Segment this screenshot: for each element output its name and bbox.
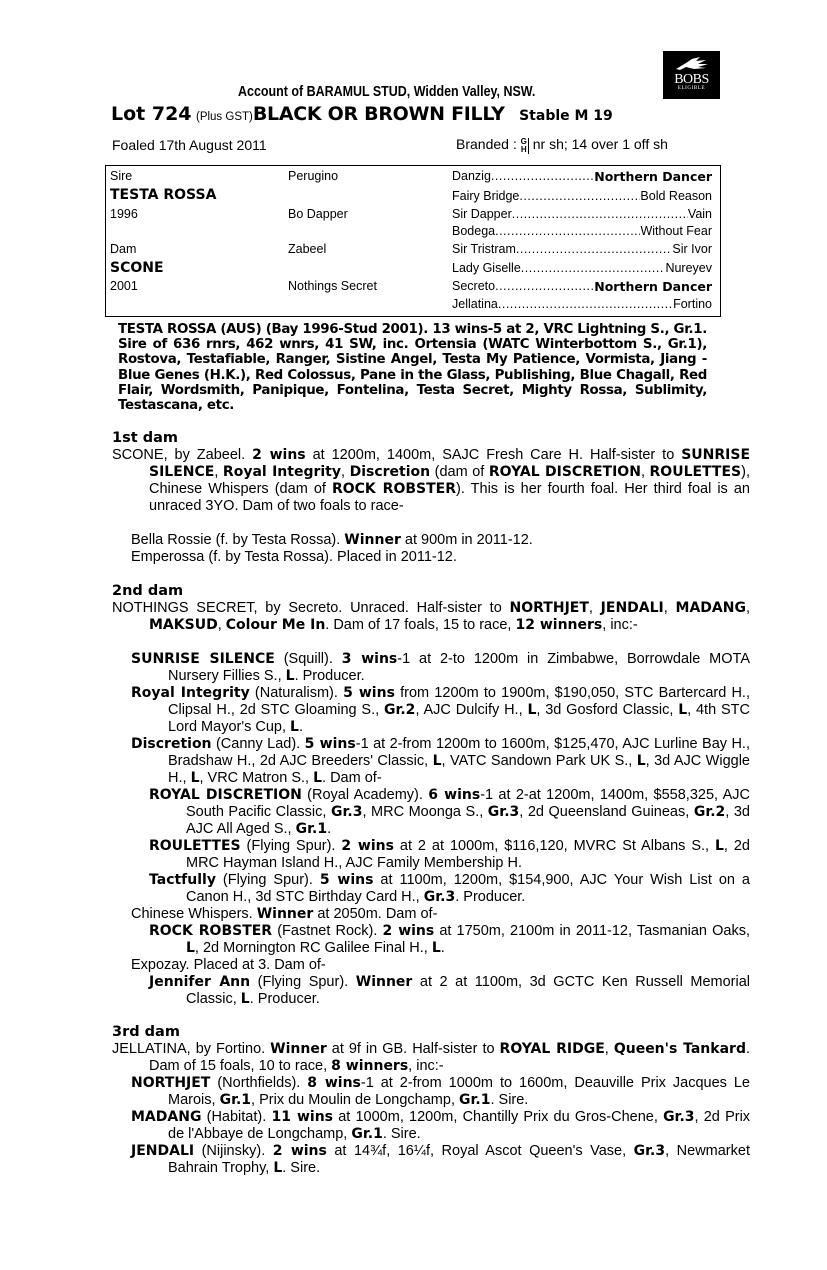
dam-name: SCONE xyxy=(110,260,164,276)
sire-label: Sire xyxy=(110,169,133,183)
bobs-eligible-logo xyxy=(663,51,720,99)
ggp-row: Danzig ..... Northern Dancer xyxy=(452,169,712,184)
sire-year: 1996 xyxy=(110,207,138,221)
progeny-entry: Royal Integrity (Naturalism). 5 wins from 1200m to 1900m, $190,050, STC Bartercard H., Clipsal H., 2d STC Gloaming S., Gr.2, AJC Dulcify H., L, 3d Gosford Classic, L, 4th STC Lord Mayor's Cup, L. xyxy=(131,685,750,735)
logo-text: BOBS xyxy=(674,72,709,87)
second-dam-heading: 2nd dam xyxy=(112,583,184,599)
logo-subtext: ELIGIBLE xyxy=(677,86,706,91)
progeny-entry: Chinese Whispers. Winner at 2050m. Dam of- xyxy=(131,906,438,922)
lot-title: BLACK OR BROWN FILLY xyxy=(252,103,505,125)
progeny-entry: JENDALI (Nijinsky). 2 wins at 14¾f, 16¼f, Royal Ascot Queen's Vase, Gr.3, Newmarket Bahrain Trophy, L. Sire. xyxy=(131,1143,750,1176)
granddam-2: Nothings Secret xyxy=(288,279,377,293)
foal-entry: Emperossa (f. by Testa Rossa). Placed in 2011-12. xyxy=(131,549,457,565)
granddam-1: Bo Dapper xyxy=(288,207,348,221)
first-dam-text: SCONE, by Zabeel. 2 wins at 1200m, 1400m, SAJC Fresh Care H. Half-sister to SUNRISE SILENCE, Royal Integrity, Discretion (dam of ROYAL DISCRETION, ROULETTES), Chinese Whispers (dam of ROCK ROBSTER). This is her fourth foal. Her third foal is an unraced 3YO. Dam of two foals to race- xyxy=(112,447,751,514)
progeny-entry: Jennifer Ann (Flying Spur). Winner at 2 at 1100m, 3d GCTC Ken Russell Memorial Classic, L. Producer. xyxy=(149,974,750,1007)
progeny-entry: ROYAL DISCRETION (Royal Academy). 6 wins-1 at 2-at 1200m, 1400m, $558,325, AJC South Pacific Classic, Gr.3, MRC Moonga S., Gr.3, 2d Queensland Guineas, Gr.2, 3d AJC All Aged S., Gr.1. xyxy=(149,787,750,837)
progeny-entry: MADANG (Habitat). 11 wins at 1000m, 1200m, Chantilly Prix du Gros-Chene, Gr.3, 2d Prix de l'Abbaye de Longchamp, Gr.1. Sire. xyxy=(131,1109,751,1142)
ggp-row: Bodega ..... Without Fear xyxy=(452,224,712,238)
ggp-row: Jellatina ..... Fortino xyxy=(452,297,712,311)
ggp-row: Sir Tristram ..... Sir Ivor xyxy=(452,242,712,256)
progeny-entry: ROULETTES (Flying Spur). 2 wins at 2 at 1000m, $116,120, MVRC St Albans S., L, 2d MRC Hayman Island H., AJC Family Membership H. xyxy=(149,838,750,871)
pedigree-table xyxy=(105,165,721,317)
third-dam-text: JELLATINA, by Fortino. Winner at 9f in GB. Half-sister to ROYAL RIDGE, Queen's Tankard. Dam of 15 foals, 10 to race, 8 winners, inc:- xyxy=(112,1041,750,1074)
progeny-entry: Tactfully (Flying Spur). 5 wins at 1100m, 1200m, $154,900, AJC Your Wish List on a Canon H., 3d STC Birthday Card H., Gr.3. Producer. xyxy=(149,872,750,905)
vendor-account: Account of BARAMUL STUD, Widden Valley, NSW. xyxy=(238,84,536,100)
sire-name: TESTA ROSSA xyxy=(110,187,217,203)
lot-heading xyxy=(111,103,613,125)
stable-number: Stable M 19 xyxy=(519,108,613,124)
dam-year: 2001 xyxy=(110,279,138,293)
branded-label: Branded : xyxy=(456,136,517,152)
ggp-row: Secreto ..... Northern Dancer xyxy=(452,279,712,294)
first-dam-heading: 1st dam xyxy=(112,430,178,446)
sire-summary: TESTA ROSSA (AUS) (Bay 1996-Stud 2001). 13 wins-5 at 2, VRC Lightning S., Gr.1. Sire of 636 rnrs, 462 wnrs, 41 SW, inc. Ortensia (WATC Winterbottom S., Gr.1), Rostova, Testafiable, Ranger, Sistine Angel, Testa My Patience, Vormista, Jiang - Blue Genes (H.K.), Red Colossus, Pane in the Glass, Publishing, Blue Chagall, Red Flair, Wordsmith, Panipique, Fontelina, Testa Secret, Mighty Rossa, Sublimity, Testascana, etc. xyxy=(118,322,707,414)
grandsire-1: Perugino xyxy=(288,169,339,183)
progeny-entry: SUNRISE SILENCE (Squill). 3 wins-1 at 2-to 1200m in Zimbabwe, Borrowdale MOTA Nursery Fillies S., L. Producer. xyxy=(131,651,750,684)
progeny-entry: NORTHJET (Northfields). 8 wins-1 at 2-from 1000m to 1600m, Deauville Prix Jacques Le Marois, Gr.1, Prix du Moulin de Longchamp, Gr.1. Sire. xyxy=(131,1075,750,1108)
branded-text: nr sh; 14 over 1 off sh xyxy=(532,136,668,152)
branded-info xyxy=(456,136,668,154)
foaled-date: Foaled 17th August 2011 xyxy=(112,137,267,153)
foal-entry: Bella Rossie (f. by Testa Rossa). Winner at 900m in 2011-12. xyxy=(131,532,533,548)
progeny-entry: Discretion (Canny Lad). 5 wins-1 at 2-from 1200m to 1600m, $125,470, AJC Lurline Bay H., Bradshaw H., 2d AJC Breeders' Classic, L, VATC Sandown Park UK S., L, 3d AJC Wiggle H., L, VRC Matron S., L. Dam of- xyxy=(131,736,750,786)
ggp-row: Fairy Bridge ..... Bold Reason xyxy=(452,189,712,203)
progeny-entry: Expozay. Placed at 3. Dam of- xyxy=(131,957,326,973)
grandsire-2: Zabeel xyxy=(288,242,327,256)
ggp-row: Sir Dapper ..... Vain xyxy=(452,207,712,221)
third-dam-heading: 3rd dam xyxy=(112,1024,180,1040)
dam-label: Dam xyxy=(110,242,137,256)
second-dam-text: NOTHINGS SECRET, by Secreto. Unraced. Half-sister to NORTHJET, JENDALI, MADANG, MAKSUD, Colour Me In. Dam of 17 foals, 15 to race, 12 winners, inc:- xyxy=(112,600,750,633)
progeny-entry: ROCK ROBSTER (Fastnet Rock). 2 wins at 1750m, 2100m in 2011-12, Tasmanian Oaks, L, 2d Mornington RC Galilee Final H., L. xyxy=(149,923,750,956)
lot-number: Lot 724 xyxy=(111,103,192,125)
ggp-row: Lady Giselle ..... Nureyev xyxy=(452,261,712,275)
horse-head-icon xyxy=(672,55,712,73)
gst-note: (Plus GST) xyxy=(195,111,253,123)
brand-mark-icon: G H xyxy=(520,137,527,154)
